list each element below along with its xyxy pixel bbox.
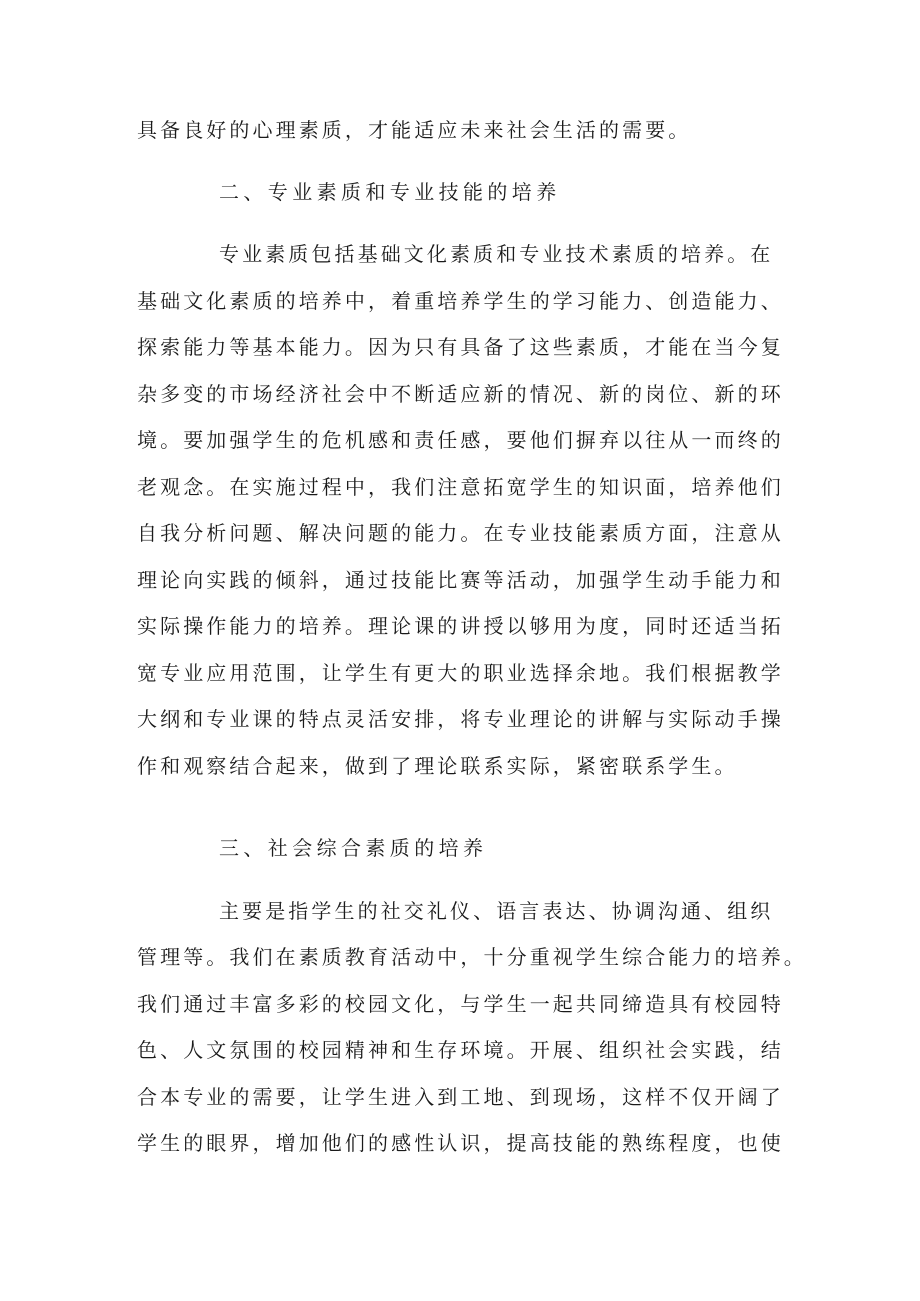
paragraph-line: 实际操作能力的培养。理论课的讲授以够用为度，同时还适当拓	[137, 614, 784, 638]
paragraph-line: 老观念。在实施过程中，我们注意拓宽学生的知识面，培养他们	[137, 475, 784, 499]
paragraph-line: 合本专业的需要，让学生进入到工地、到现场，这样不仅开阔了	[137, 1085, 784, 1109]
paragraph-line: 境。要加强学生的危机感和责任感，要他们摒弃以往从一而终的	[137, 428, 784, 452]
paragraph-line: 基础文化素质的培养中，着重培养学生的学习能力、创造能力、	[137, 289, 784, 313]
paragraph-line: 专业素质包括基础文化素质和专业技术素质的培养。在	[219, 242, 774, 266]
paragraph-line: 作和观察结合起来，做到了理论联系实际，紧密联系学生。	[137, 754, 738, 778]
paragraph-line: 杂多变的市场经济社会中不断适应新的情况、新的岗位、新的环	[137, 382, 784, 406]
paragraph-line: 管理等。我们在素质教育活动中，十分重视学生综合能力的培养。	[137, 945, 807, 969]
paragraph-line: 大纲和专业课的特点灵活安排，将专业理论的讲解与实际动手操	[137, 707, 784, 731]
paragraph-line: 自我分析问题、解决问题的能力。在专业技能素质方面，注意从	[137, 521, 784, 545]
paragraph-line: 色、人文氛围的校园精神和生存环境。开展、组织社会实践，结	[137, 1038, 784, 1062]
paragraph-line: 理论向实践的倾斜，通过技能比赛等活动，加强学生动手能力和	[137, 568, 784, 592]
paragraph-line: 主要是指学生的社交礼仪、语言表达、协调沟通、组织	[219, 899, 774, 923]
section-heading: 二、专业素质和专业技能的培养	[219, 180, 561, 204]
paragraph-line: 具备良好的心理素质，才能适应未来社会生活的需要。	[137, 118, 692, 142]
paragraph-line: 我们通过丰富多彩的校园文化，与学生一起共同缔造具有校园特	[137, 992, 784, 1016]
paragraph-line: 宽专业应用范围，让学生有更大的职业选择余地。我们根据教学	[137, 661, 784, 685]
paragraph-line: 探索能力等基本能力。因为只有具备了这些素质，才能在当今复	[137, 335, 784, 359]
section-heading: 三、社会综合素质的培养	[219, 836, 488, 860]
paragraph-line: 学生的眼界，增加他们的感性认识，提高技能的熟练程度，也使	[137, 1131, 784, 1155]
